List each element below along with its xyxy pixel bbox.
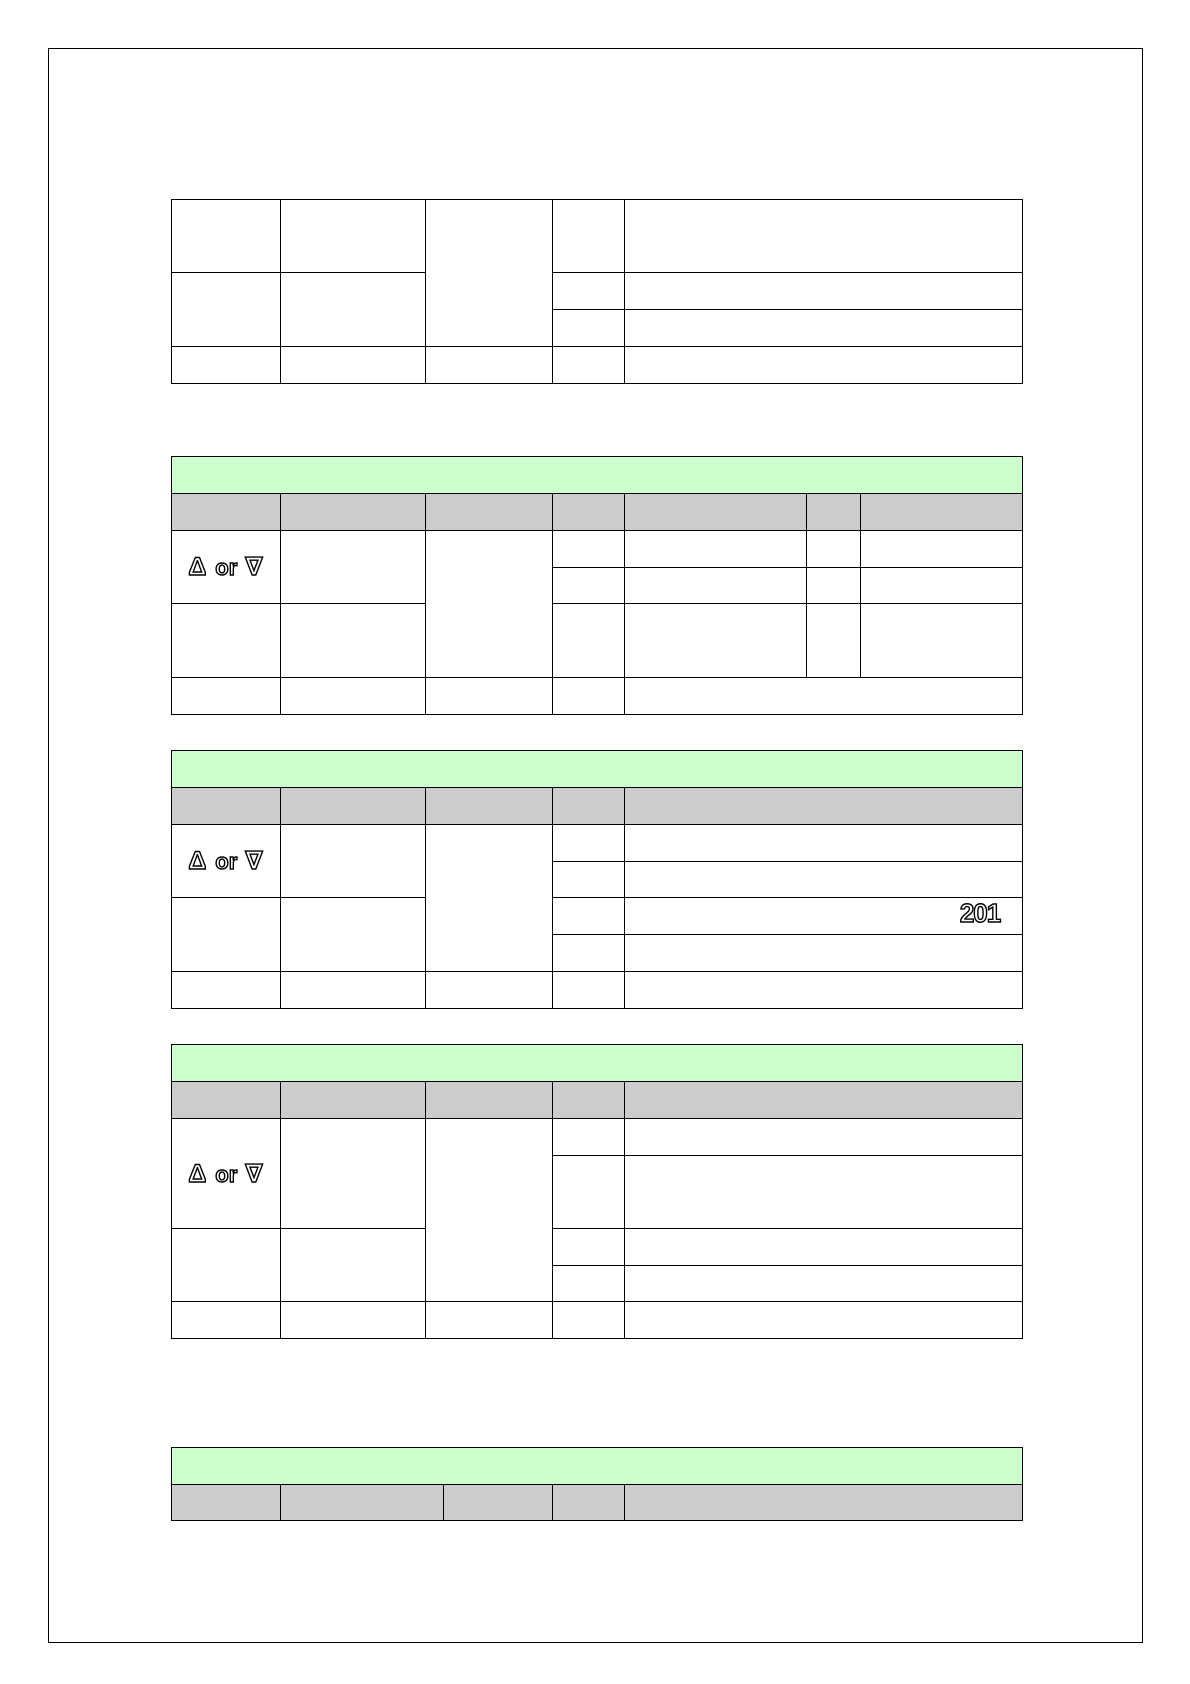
table-cell	[552, 530, 625, 568]
table-cell	[280, 530, 426, 604]
table-header-cell	[171, 787, 281, 825]
table-header-cell	[171, 1484, 281, 1521]
table-cell	[624, 1265, 1023, 1302]
table-cell	[171, 897, 281, 972]
table-header-cell	[552, 1484, 625, 1521]
table-cell	[425, 530, 553, 678]
table-cell	[624, 530, 807, 568]
up-triangle-icon: Δ	[188, 1159, 208, 1188]
table-title-bar	[171, 1044, 1023, 1082]
table-header-cell	[552, 493, 625, 531]
table-header-cell	[425, 493, 553, 531]
table-header-cell	[624, 1484, 1023, 1521]
table-cell	[280, 1228, 426, 1302]
table-cell	[552, 824, 625, 862]
key-cell	[171, 530, 281, 604]
table-cell	[425, 1118, 553, 1302]
table-cell	[280, 971, 426, 1009]
table-cell	[624, 603, 807, 678]
table-cell	[171, 1228, 281, 1302]
table-title-bar	[171, 1447, 1023, 1485]
table-cell	[552, 603, 625, 678]
table-cell	[624, 677, 1023, 715]
table-cell	[280, 272, 426, 347]
table-cell	[171, 272, 281, 347]
or-text: or	[215, 555, 238, 580]
table-cell	[624, 1155, 1023, 1229]
table-title-bar	[171, 456, 1023, 494]
table-cell	[280, 603, 426, 678]
down-triangle-icon: ∇	[245, 847, 264, 875]
table-cell	[171, 199, 281, 273]
table-cell	[860, 603, 1023, 678]
table-header-cell	[280, 787, 426, 825]
table-cell	[552, 971, 625, 1009]
table-header-cell	[624, 1081, 1023, 1119]
table-cell	[425, 677, 553, 715]
table-header-cell	[280, 1081, 426, 1119]
table-cell	[552, 1118, 625, 1156]
table-cell	[552, 861, 625, 899]
table-cell	[280, 1118, 426, 1229]
table-cell	[280, 346, 426, 384]
table-cell	[624, 861, 1023, 899]
key-cell	[171, 824, 281, 898]
table-header-cell	[552, 1081, 625, 1119]
key-cell	[171, 1118, 281, 1229]
key-label	[188, 552, 263, 582]
table-cell	[552, 1228, 625, 1266]
table-cell	[171, 346, 281, 384]
table-cell	[280, 199, 426, 273]
table-cell	[860, 530, 1023, 568]
table-cell	[425, 346, 553, 384]
table-cell	[552, 897, 625, 935]
table-header-cell	[552, 787, 625, 825]
table-cell	[171, 603, 281, 678]
table-cell	[624, 971, 1023, 1009]
table-cell	[425, 824, 553, 972]
table-cell	[624, 1228, 1023, 1266]
table-cell	[624, 934, 1023, 972]
table-cell	[171, 1301, 281, 1339]
table-cell	[425, 971, 553, 1009]
table-cell	[280, 824, 426, 898]
down-triangle-icon: ∇	[245, 553, 264, 581]
table-cell	[624, 567, 807, 605]
table-cell	[552, 1265, 625, 1302]
table-cell	[624, 1118, 1023, 1156]
table-cell	[280, 1301, 426, 1339]
table-title-bar	[171, 750, 1023, 788]
table-header-cell	[443, 1484, 553, 1521]
table-cell	[552, 1155, 625, 1229]
table-cell	[552, 567, 625, 605]
table-header-cell	[171, 1081, 281, 1119]
table-cell	[552, 934, 625, 972]
table-cell	[280, 897, 426, 972]
table-header-cell	[624, 493, 807, 531]
table-header-cell	[860, 493, 1023, 531]
table-cell	[552, 272, 625, 310]
table-cell	[280, 677, 426, 715]
table-header-cell	[280, 1484, 444, 1521]
table-cell	[552, 677, 625, 715]
up-triangle-icon: Δ	[188, 847, 208, 875]
table-header-cell	[171, 493, 281, 531]
table-cell	[425, 199, 553, 347]
up-triangle-icon: Δ	[188, 553, 208, 581]
table-cell	[624, 199, 1023, 273]
table-cell	[624, 1301, 1023, 1339]
table-cell	[171, 971, 281, 1009]
key-label	[188, 846, 263, 876]
table-cell	[624, 824, 1023, 862]
or-text: or	[215, 1161, 238, 1187]
or-text: or	[215, 849, 238, 874]
table-cell	[806, 530, 861, 568]
table-cell	[860, 567, 1023, 605]
table-cell	[425, 1301, 553, 1339]
table-cell	[552, 1301, 625, 1339]
table-cell	[552, 199, 625, 273]
table-cell	[624, 346, 1023, 384]
table-cell	[552, 309, 625, 347]
page-number: 201	[959, 897, 1001, 928]
table-cell	[806, 603, 861, 678]
table-cell	[624, 272, 1023, 310]
table-cell	[552, 346, 625, 384]
table-cell	[171, 677, 281, 715]
table-header-cell	[425, 787, 553, 825]
table-cell	[624, 309, 1023, 347]
table-header-cell	[425, 1081, 553, 1119]
table-header-cell	[624, 787, 1023, 825]
down-triangle-icon: ∇	[245, 1159, 264, 1188]
table-header-cell	[280, 493, 426, 531]
table-header-cell	[806, 493, 861, 531]
table-cell	[806, 567, 861, 605]
key-label	[188, 1159, 263, 1189]
